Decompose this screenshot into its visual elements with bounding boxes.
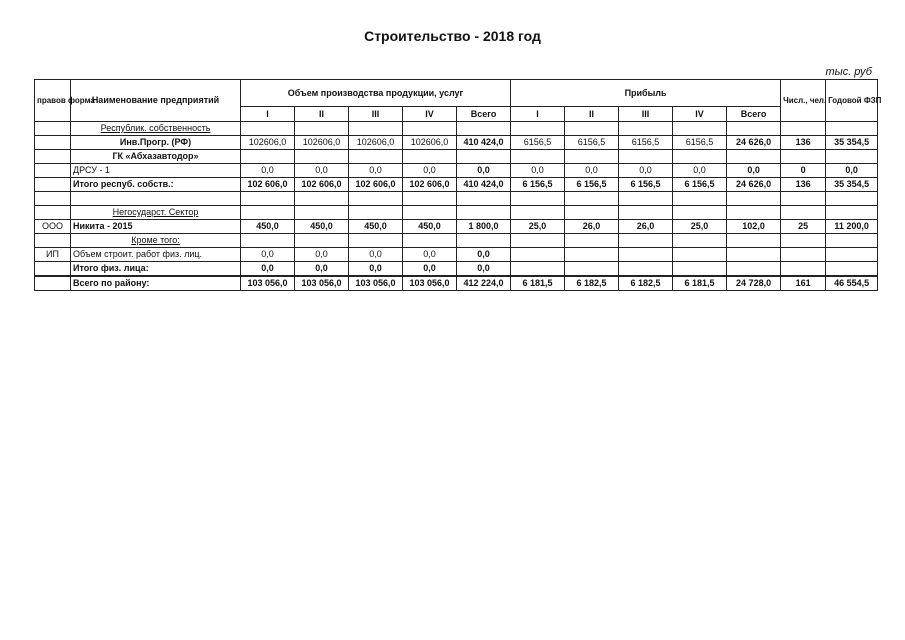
volume-quarter-cell: 450,0	[295, 220, 349, 234]
volume-total-cell: 410 424,0	[457, 136, 511, 150]
table-row	[35, 178, 878, 192]
payroll-cell	[826, 122, 878, 136]
profit-quarter-cell	[511, 150, 565, 164]
headcount-cell: 136	[781, 136, 826, 150]
profit-quarter-cell: 6156,5	[673, 136, 727, 150]
volume-total-cell	[457, 150, 511, 164]
profit-total-cell	[727, 262, 781, 277]
profit-quarter-cell: 6 156,5	[511, 178, 565, 192]
volume-total-cell: 0,0	[457, 248, 511, 262]
enterprise-name-cell	[71, 192, 241, 206]
profit-total-cell: 0,0	[727, 164, 781, 178]
profit-quarter-cell: 6 182,5	[565, 276, 619, 291]
payroll-cell	[826, 192, 878, 206]
volume-total-cell: 0,0	[457, 262, 511, 277]
headcount-cell: 161	[781, 276, 826, 291]
volume-quarter-cell: 102606,0	[403, 136, 457, 150]
profit-total-cell	[727, 206, 781, 220]
profit-quarter-cell	[619, 234, 673, 248]
volume-quarter-cell: 103 056,0	[403, 276, 457, 291]
payroll-cell: 35 354,5	[826, 178, 878, 192]
table-row	[35, 234, 878, 248]
volume-quarter-cell: 102 606,0	[349, 178, 403, 192]
profit-quarter-cell	[565, 248, 619, 262]
enterprise-name-cell: Республик. собственность	[71, 122, 241, 136]
profit-quarter-cell: 6 156,5	[673, 178, 727, 192]
enterprise-name-cell: Всего по району:	[71, 276, 241, 291]
header-headcount: Числ., чел.	[781, 80, 826, 122]
volume-total-cell	[457, 122, 511, 136]
table-row	[35, 262, 878, 277]
volume-quarter-cell	[241, 122, 295, 136]
volume-quarter-cell	[349, 122, 403, 136]
profit-quarter-cell	[673, 122, 727, 136]
volume-quarter-cell: 102 606,0	[241, 178, 295, 192]
volume-quarter-cell	[403, 192, 457, 206]
volume-quarter-cell	[349, 234, 403, 248]
profit-quarter-cell: 25,0	[511, 220, 565, 234]
payroll-cell	[826, 234, 878, 248]
profit-quarter-cell	[565, 206, 619, 220]
table-row	[35, 150, 878, 164]
volume-quarter-cell: 103 056,0	[349, 276, 403, 291]
volume-quarter-cell	[403, 150, 457, 164]
volume-quarter-cell	[295, 206, 349, 220]
payroll-cell	[826, 150, 878, 164]
enterprise-name-cell: Объем строит. работ физ. лиц.	[71, 248, 241, 262]
profit-quarter-cell: 6 156,5	[619, 178, 673, 192]
profit-quarter-cell	[673, 206, 727, 220]
volume-quarter-cell: 0,0	[295, 164, 349, 178]
volume-quarter-cell: 102606,0	[295, 136, 349, 150]
payroll-cell: 0,0	[826, 164, 878, 178]
volume-quarter-cell	[241, 234, 295, 248]
enterprise-name-cell: ДРСУ - 1	[71, 164, 241, 178]
profit-quarter-cell: 26,0	[565, 220, 619, 234]
table-row	[35, 192, 878, 206]
profit-quarter-cell	[673, 192, 727, 206]
table-row	[35, 248, 878, 262]
volume-quarter-header: IV	[403, 107, 457, 122]
profit-quarter-cell	[619, 192, 673, 206]
headcount-cell	[781, 206, 826, 220]
profit-quarter-header: II	[565, 107, 619, 122]
profit-quarter-cell	[565, 262, 619, 277]
volume-quarter-cell: 0,0	[349, 248, 403, 262]
payroll-cell: 46 554,5	[826, 276, 878, 291]
legal-form-cell	[35, 178, 71, 192]
legal-form-cell	[35, 276, 71, 291]
volume-quarter-cell: 0,0	[241, 164, 295, 178]
profit-total-cell: 24 728,0	[727, 276, 781, 291]
volume-quarter-header: III	[349, 107, 403, 122]
profit-quarter-cell: 0,0	[511, 164, 565, 178]
profit-quarter-cell	[619, 206, 673, 220]
profit-quarter-cell	[565, 122, 619, 136]
document-title: Строительство - 2018 год	[364, 28, 541, 44]
volume-quarter-header: II	[295, 107, 349, 122]
headcount-cell: 25	[781, 220, 826, 234]
profit-quarter-cell	[511, 122, 565, 136]
volume-quarter-cell	[403, 122, 457, 136]
legal-form-cell	[35, 192, 71, 206]
volume-quarter-cell: 102606,0	[241, 136, 295, 150]
profit-total-cell	[727, 192, 781, 206]
table-row	[35, 206, 878, 220]
payroll-cell: 35 354,5	[826, 136, 878, 150]
profit-total-cell: 102,0	[727, 220, 781, 234]
construction-table	[34, 79, 882, 291]
volume-quarter-cell	[349, 206, 403, 220]
enterprise-name-cell: Итого респуб. собств.:	[71, 178, 241, 192]
profit-total-cell	[727, 122, 781, 136]
enterprise-name-cell: Кроме того:	[71, 234, 241, 248]
profit-quarter-cell: 25,0	[673, 220, 727, 234]
headcount-cell	[781, 122, 826, 136]
volume-quarter-cell	[403, 234, 457, 248]
legal-form-cell: ООО	[35, 220, 71, 234]
volume-quarter-cell: 0,0	[403, 248, 457, 262]
table-row	[35, 136, 878, 150]
legal-form-cell	[35, 234, 71, 248]
volume-quarter-cell	[295, 150, 349, 164]
profit-quarter-cell	[619, 248, 673, 262]
volume-total-header: Всего	[457, 107, 511, 122]
volume-quarter-cell	[295, 122, 349, 136]
volume-quarter-cell: 0,0	[349, 164, 403, 178]
payroll-cell	[826, 262, 878, 277]
volume-quarter-cell: 450,0	[241, 220, 295, 234]
table-row	[35, 164, 878, 178]
volume-quarter-cell: 102606,0	[349, 136, 403, 150]
enterprise-name-cell: Никита - 2015	[71, 220, 241, 234]
enterprise-name-cell: Итого физ. лица:	[71, 262, 241, 277]
table-row	[35, 220, 878, 234]
volume-quarter-cell: 0,0	[241, 248, 295, 262]
legal-form-cell	[35, 136, 71, 150]
profit-quarter-cell	[673, 150, 727, 164]
volume-quarter-cell: 102 606,0	[403, 178, 457, 192]
profit-total-cell	[727, 234, 781, 248]
volume-quarter-cell: 450,0	[349, 220, 403, 234]
volume-total-cell: 0,0	[457, 164, 511, 178]
volume-quarter-header: I	[241, 107, 295, 122]
profit-quarter-header: III	[619, 107, 673, 122]
profit-quarter-cell	[619, 150, 673, 164]
volume-quarter-cell: 0,0	[403, 164, 457, 178]
profit-quarter-cell	[511, 206, 565, 220]
volume-quarter-cell	[349, 150, 403, 164]
headcount-cell	[781, 262, 826, 277]
profit-quarter-cell: 0,0	[619, 164, 673, 178]
volume-quarter-cell	[241, 192, 295, 206]
header-legal-form: правов форма	[35, 80, 71, 122]
legal-form-cell	[35, 206, 71, 220]
headcount-cell: 0	[781, 164, 826, 178]
profit-quarter-cell	[619, 262, 673, 277]
headcount-cell	[781, 150, 826, 164]
profit-quarter-cell	[511, 192, 565, 206]
profit-quarter-cell: 6156,5	[619, 136, 673, 150]
profit-quarter-cell: 6 181,5	[511, 276, 565, 291]
volume-total-cell	[457, 234, 511, 248]
profit-quarter-cell: 6156,5	[511, 136, 565, 150]
profit-quarter-cell: 6 182,5	[619, 276, 673, 291]
volume-quarter-cell: 0,0	[241, 262, 295, 277]
legal-form-cell	[35, 164, 71, 178]
legal-form-cell	[35, 150, 71, 164]
profit-quarter-cell: 0,0	[565, 164, 619, 178]
profit-quarter-cell: 6 156,5	[565, 178, 619, 192]
volume-total-cell	[457, 192, 511, 206]
profit-quarter-cell	[565, 192, 619, 206]
payroll-cell	[826, 206, 878, 220]
volume-total-cell: 1 800,0	[457, 220, 511, 234]
profit-quarter-cell	[511, 234, 565, 248]
profit-quarter-cell	[511, 262, 565, 277]
profit-quarter-cell	[565, 150, 619, 164]
payroll-cell	[826, 248, 878, 262]
profit-total-cell: 24 626,0	[727, 178, 781, 192]
profit-quarter-header: I	[511, 107, 565, 122]
profit-quarter-cell: 6 181,5	[673, 276, 727, 291]
unit-label: тыс. руб	[825, 66, 872, 78]
legal-form-cell	[35, 262, 71, 277]
volume-quarter-cell: 103 056,0	[295, 276, 349, 291]
volume-quarter-cell	[403, 206, 457, 220]
volume-quarter-cell	[295, 234, 349, 248]
profit-quarter-header: IV	[673, 107, 727, 122]
profit-quarter-cell: 6156,5	[565, 136, 619, 150]
volume-quarter-cell: 0,0	[295, 262, 349, 277]
headcount-cell	[781, 248, 826, 262]
header-profit: Прибыль	[511, 80, 781, 107]
volume-total-cell: 412 224,0	[457, 276, 511, 291]
profit-total-cell: 24 626,0	[727, 136, 781, 150]
enterprise-name-cell: Негосударст. Сектор	[71, 206, 241, 220]
profit-quarter-cell	[511, 248, 565, 262]
profit-total-header: Всего	[727, 107, 781, 122]
table-row	[35, 276, 878, 291]
volume-quarter-cell: 0,0	[403, 262, 457, 277]
legal-form-cell	[35, 122, 71, 136]
volume-quarter-cell: 102 606,0	[295, 178, 349, 192]
header-enterprise-name: Наименование предприятий	[71, 80, 241, 122]
enterprise-name-cell: Инв.Прогр. (РФ)	[71, 136, 241, 150]
volume-quarter-cell: 0,0	[349, 262, 403, 277]
legal-form-cell: ИП	[35, 248, 71, 262]
profit-total-cell	[727, 248, 781, 262]
profit-total-cell	[727, 150, 781, 164]
volume-quarter-cell: 0,0	[295, 248, 349, 262]
profit-quarter-cell	[673, 248, 727, 262]
header-payroll: Годовой ФЗП	[826, 80, 878, 122]
volume-quarter-cell	[295, 192, 349, 206]
volume-total-cell: 410 424,0	[457, 178, 511, 192]
volume-quarter-cell	[241, 206, 295, 220]
profit-quarter-cell: 0,0	[673, 164, 727, 178]
profit-quarter-cell: 26,0	[619, 220, 673, 234]
volume-quarter-cell	[349, 192, 403, 206]
profit-quarter-cell	[565, 234, 619, 248]
volume-total-cell	[457, 206, 511, 220]
enterprise-name-cell: ГК «Абхазавтодор»	[71, 150, 241, 164]
profit-quarter-cell	[673, 262, 727, 277]
volume-quarter-cell: 450,0	[403, 220, 457, 234]
table-row	[35, 122, 878, 136]
volume-quarter-cell: 103 056,0	[241, 276, 295, 291]
payroll-cell: 11 200,0	[826, 220, 878, 234]
headcount-cell: 136	[781, 178, 826, 192]
headcount-cell	[781, 192, 826, 206]
volume-quarter-cell	[241, 150, 295, 164]
headcount-cell	[781, 234, 826, 248]
profit-quarter-cell	[673, 234, 727, 248]
profit-quarter-cell	[619, 122, 673, 136]
header-volume: Объем производства продукции, услуг	[241, 80, 511, 107]
